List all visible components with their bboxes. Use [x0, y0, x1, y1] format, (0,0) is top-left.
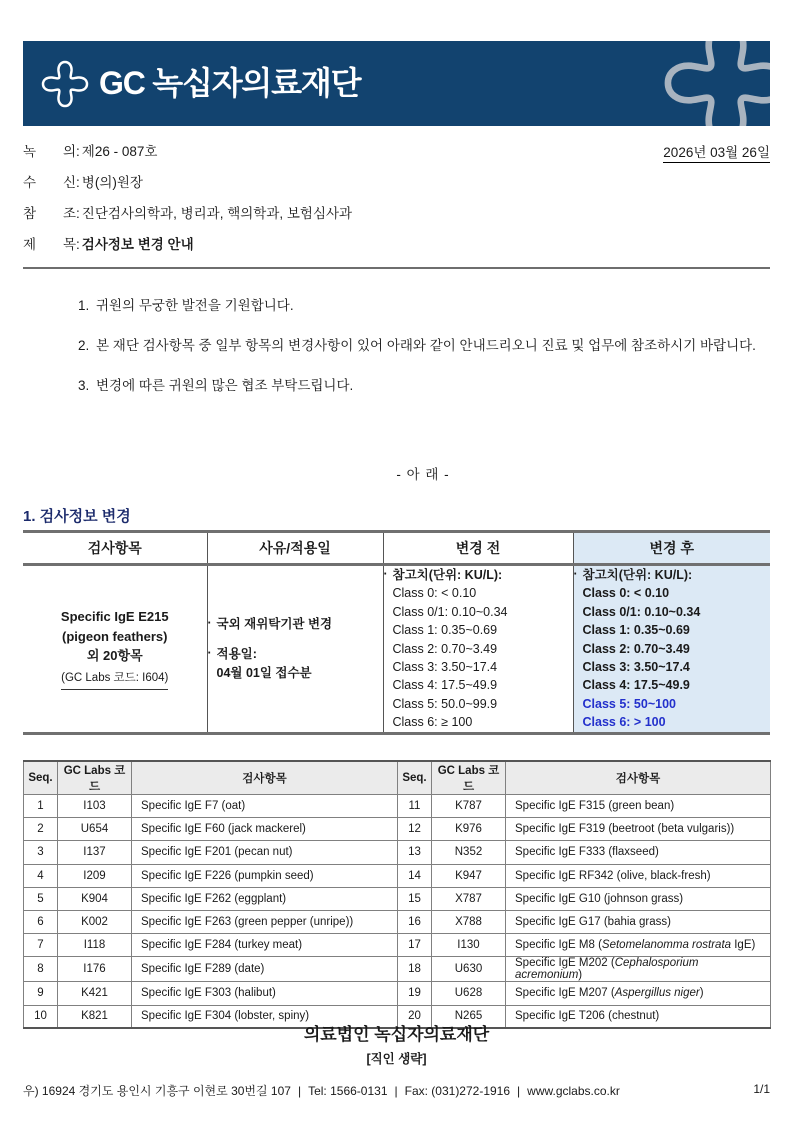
change-th-reason: 사유/적용일	[207, 532, 383, 565]
meta-row-recipient	[23, 171, 770, 202]
before-class-0: Class 0: < 0.10	[392, 586, 477, 601]
arae-marker: - 아 래 -	[396, 467, 450, 482]
items-th-code-left: GC Labs 코드	[58, 761, 132, 795]
item-seq-left: 3	[24, 841, 58, 864]
paragraph-1-text: 귀원의 무궁한 발전을 기원합니다.	[96, 298, 294, 313]
item-seq-right: 20	[398, 1005, 432, 1028]
after-class-2: Class 2: 0.70~3.49	[582, 641, 690, 656]
item-name-left: Specific IgE F201 (pecan nut)	[132, 841, 398, 864]
footer-address: 우) 16924 경기도 용인시 기흥구 이현로 30번길 107	[23, 1084, 291, 1098]
before-class-3: Class 3: 3.50~17.4	[392, 660, 498, 675]
section-title: 1. 검사정보 변경	[23, 508, 131, 525]
recipient-label: 수	[23, 175, 38, 190]
item-name-right: Specific IgE RF342 (olive, black-fresh)	[506, 864, 771, 887]
item-code-right: X788	[432, 910, 506, 933]
item-seq-right: 14	[398, 864, 432, 887]
item-name-line2: (pigeon feathers)	[62, 628, 168, 644]
items-th-seq-left: Seq.	[24, 761, 58, 795]
item-code-right: K947	[432, 864, 506, 887]
item-name-line3: 외 20항목	[86, 648, 143, 664]
apply-date-value: 04월 01일 접수분	[216, 665, 312, 680]
doc-no-value: 제26 - 087호	[81, 144, 158, 159]
change-cell-before	[383, 565, 573, 734]
meta-row-subject	[23, 233, 770, 264]
header-banner	[23, 41, 770, 126]
before-class-5: Class 5: 50.0~99.9	[392, 696, 498, 711]
footer-fax: Fax: (031)272-1916	[404, 1084, 511, 1098]
recipient-sep: 신:	[63, 175, 80, 190]
footer-seal-note: [직인 생략]	[366, 1052, 427, 1066]
item-code-left: K002	[58, 910, 132, 933]
before-class-4: Class 4: 17.5~49.9	[392, 678, 498, 693]
after-class-0: Class 0: < 0.10	[582, 586, 670, 601]
item-name-left: Specific IgE F289 (date)	[132, 957, 398, 982]
before-class-1: Class 1: 0.35~0.69	[392, 623, 498, 638]
item-name-right: Specific IgE G17 (bahia grass)	[506, 910, 771, 933]
items-th-seq-right: Seq.	[398, 761, 432, 795]
table-row	[24, 934, 771, 957]
item-name-right: Specific IgE M207 (Aspergillus niger)	[506, 982, 771, 1005]
gc-clover-watermark-icon	[660, 41, 770, 126]
paragraph-1-number: 1.	[78, 298, 90, 313]
items-th-name-right: 검사항목	[506, 761, 771, 795]
after-ref-head: · 참고치(단위: KU/L):	[574, 566, 771, 584]
item-seq-right: 13	[398, 841, 432, 864]
item-code-right: X787	[432, 887, 506, 910]
paragraph-2	[78, 335, 768, 356]
paragraph-3-text: 변경에 따른 귀원의 많은 협조 부탁드립니다.	[96, 378, 354, 393]
item-seq-left: 6	[24, 910, 58, 933]
item-seq-left: 2	[24, 818, 58, 841]
reason-text: · 국외 재위탁기관 변경	[208, 615, 383, 634]
item-code-right: N265	[432, 1005, 506, 1028]
doc-no-sep: 의:	[63, 144, 80, 159]
before-class-0-1: Class 0/1: 0.10~0.34	[392, 604, 508, 619]
item-name-left: Specific IgE F60 (jack mackerel)	[132, 818, 398, 841]
item-name-left: Specific IgE F303 (halibut)	[132, 982, 398, 1005]
item-seq-right: 12	[398, 818, 432, 841]
table-row	[24, 864, 771, 887]
item-code-left: K904	[58, 887, 132, 910]
paragraph-3-number: 3.	[78, 378, 90, 393]
item-name-right: Specific IgE F333 (flaxseed)	[506, 841, 771, 864]
org-name: GC 녹십자의료재단	[99, 65, 361, 101]
table-row	[24, 982, 771, 1005]
item-code-left: I137	[58, 841, 132, 864]
item-name-left: Specific IgE F262 (eggplant)	[132, 887, 398, 910]
paragraph-2-text: 본 재단 검사항목 중 일부 항목의 변경사항이 있어 아래와 같이 안내드리오니 진료 및 업무에 참조하시기 바랍니다.	[96, 338, 756, 353]
item-code-right: U630	[432, 957, 506, 982]
item-seq-right: 19	[398, 982, 432, 1005]
item-name-left: Specific IgE F263 (green pepper (unripe))	[132, 910, 398, 933]
cc-label: 참	[23, 206, 38, 221]
footer-page-number: 1/1	[753, 1082, 770, 1096]
document-meta	[23, 140, 770, 264]
after-class-1: Class 1: 0.35~0.69	[582, 623, 690, 638]
table-row	[24, 910, 771, 933]
document-date: 2026년 03월 26일	[663, 141, 770, 163]
meta-row-cc	[23, 202, 770, 233]
change-info-table	[23, 530, 770, 735]
subject-label: 제	[23, 237, 38, 252]
before-class-2: Class 2: 0.70~3.49	[392, 641, 498, 656]
item-code-left: I176	[58, 957, 132, 982]
change-th-item: 검사항목	[23, 532, 207, 565]
item-seq-right: 17	[398, 934, 432, 957]
item-code-right: I130	[432, 934, 506, 957]
item-seq-left: 7	[24, 934, 58, 957]
item-gc-labs-code: (GC Labs 코드: I604)	[61, 669, 168, 691]
item-name-right: Specific IgE G10 (johnson grass)	[506, 887, 771, 910]
body-paragraphs	[78, 295, 768, 482]
footer-website[interactable]: www.gclabs.co.kr	[527, 1084, 620, 1098]
item-name-right: Specific IgE M8 (Setomelanomma rostrata IgE)	[506, 934, 771, 957]
cc-value: 진단검사의학과, 병리과, 핵의학과, 보험심사과	[81, 206, 353, 221]
footer-sep-2: |	[394, 1084, 398, 1098]
item-seq-right: 18	[398, 957, 432, 982]
item-code-left: I103	[58, 795, 132, 818]
item-code-left: I209	[58, 864, 132, 887]
gc-clover-logo-icon	[40, 59, 90, 109]
cc-sep: 조:	[63, 206, 80, 221]
table-row	[24, 887, 771, 910]
item-seq-left: 4	[24, 864, 58, 887]
item-code-left: I118	[58, 934, 132, 957]
footer-sep-3: |	[517, 1084, 521, 1098]
item-code-left: K421	[58, 982, 132, 1005]
item-seq-left: 10	[24, 1005, 58, 1028]
table-row	[24, 818, 771, 841]
doc-no-label: 녹	[23, 144, 38, 159]
item-code-right: U628	[432, 982, 506, 1005]
change-th-before: 변경 전	[383, 532, 573, 565]
before-class-6: Class 6: ≥ 100	[392, 715, 473, 730]
item-name-right: Specific IgE F319 (beetroot (beta vulgaris))	[506, 818, 771, 841]
item-code-right: N352	[432, 841, 506, 864]
change-cell-item	[23, 565, 207, 734]
change-table-row	[23, 565, 770, 734]
item-seq-left: 9	[24, 982, 58, 1005]
items-th-code-right: GC Labs 코드	[432, 761, 506, 795]
item-name-right: Specific IgE F315 (green bean)	[506, 795, 771, 818]
paragraph-2-number: 2.	[78, 338, 90, 353]
item-code-left: U654	[58, 818, 132, 841]
change-table-header-row	[23, 532, 770, 565]
item-name-left: Specific IgE F284 (turkey meat)	[132, 934, 398, 957]
item-name-left: Specific IgE F304 (lobster, spiny)	[132, 1005, 398, 1028]
table-row	[24, 795, 771, 818]
item-code-right: K976	[432, 818, 506, 841]
item-seq-left: 1	[24, 795, 58, 818]
change-cell-reason	[207, 565, 383, 734]
item-seq-right: 11	[398, 795, 432, 818]
item-code-left: K821	[58, 1005, 132, 1028]
footer-tel: Tel: 1566-0131	[308, 1084, 388, 1098]
after-class-4: Class 4: 17.5~49.9	[582, 678, 690, 693]
subject-sep: 목:	[63, 237, 80, 252]
header-divider	[23, 267, 770, 269]
footer-sep-1: |	[297, 1084, 302, 1098]
footer-contact	[23, 1082, 770, 1099]
item-seq-right: 15	[398, 887, 432, 910]
table-row	[24, 841, 771, 864]
item-code-right: K787	[432, 795, 506, 818]
apply-date-label: · 적용일:	[208, 645, 383, 664]
recipient-value: 병(의)원장	[81, 175, 143, 190]
item-name-right: Specific IgE M202 (Cephalosporium acremonium)	[506, 957, 771, 982]
test-items-table	[23, 760, 771, 1029]
after-class-5: Class 5: 50~100	[582, 696, 676, 711]
reason-gap	[208, 634, 383, 645]
item-seq-right: 16	[398, 910, 432, 933]
before-ref-head: · 참고치(단위: KU/L):	[384, 566, 573, 584]
after-class-3: Class 3: 3.50~17.4	[582, 660, 690, 675]
footer-organization: 의료법인 녹십자의료재단	[303, 1025, 490, 1044]
item-name-right: Specific IgE T206 (chestnut)	[506, 1005, 771, 1028]
change-cell-after	[573, 565, 770, 734]
items-th-name-left: 검사항목	[132, 761, 398, 795]
table-row	[24, 957, 771, 982]
change-th-after: 변경 후	[573, 532, 770, 565]
subject-value: 검사정보 변경 안내	[81, 237, 194, 252]
paragraph-1	[78, 295, 768, 316]
item-name-left: Specific IgE F226 (pumpkin seed)	[132, 864, 398, 887]
item-name-line1: Specific IgE E215	[60, 609, 169, 625]
items-header-row	[24, 761, 771, 795]
item-seq-left: 5	[24, 887, 58, 910]
item-name-left: Specific IgE F7 (oat)	[132, 795, 398, 818]
after-class-0-1: Class 0/1: 0.10~0.34	[582, 604, 701, 619]
meta-row-doc-no	[23, 140, 770, 171]
paragraph-3	[78, 375, 768, 396]
item-seq-left: 8	[24, 957, 58, 982]
after-class-6: Class 6: > 100	[582, 715, 666, 730]
